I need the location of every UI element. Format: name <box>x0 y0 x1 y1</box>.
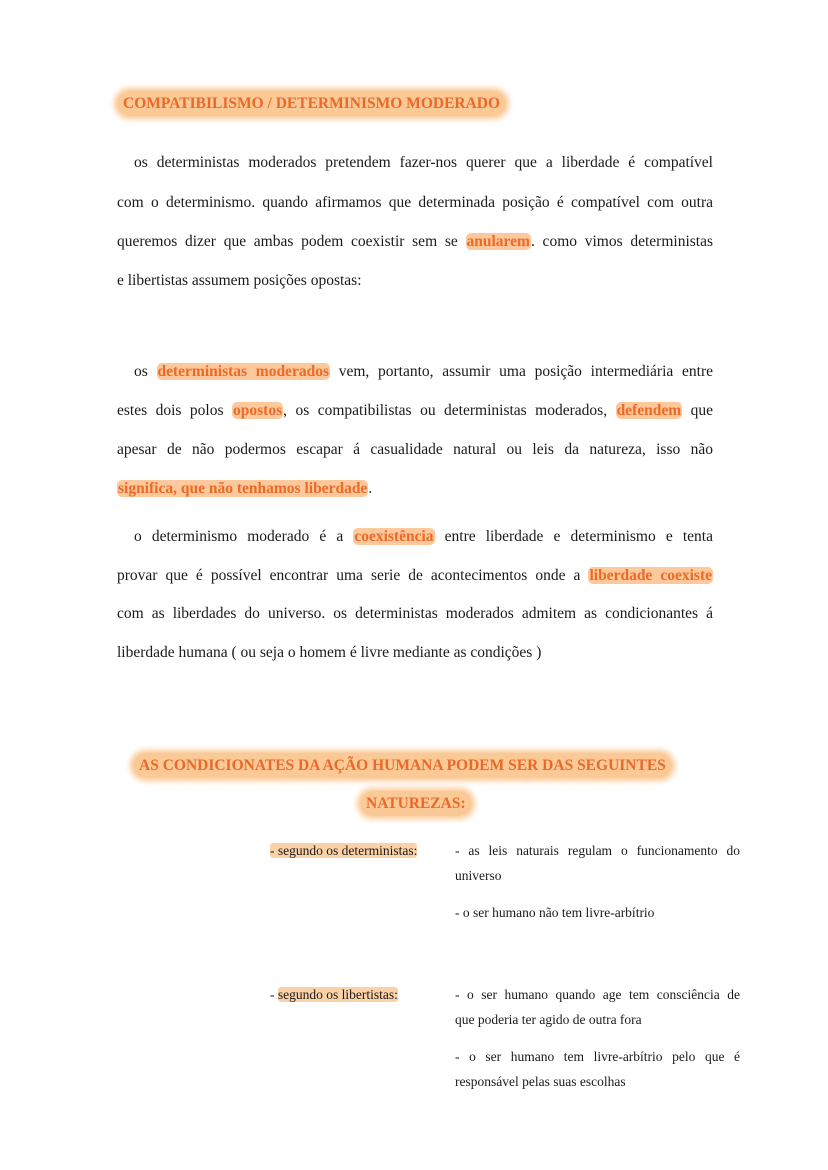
text-segment: liberdade humana ( ou seja o homem é livre mediante as condições ) <box>117 644 542 661</box>
text-segment: entre liberdade e determinismo e tenta <box>434 528 713 545</box>
paragraph-3-line <box>117 527 713 547</box>
highlighted-term: opostos <box>233 402 283 419</box>
text-segment: os deterministas moderados pretendem fazer-nos querer que a liberdade é compatível <box>134 154 713 171</box>
section-heading-compatibilismo: COMPATIBILISMO / DETERMINISMO MODERADO <box>117 95 506 113</box>
paragraph-1-line <box>117 232 713 252</box>
text-segment: com as liberdades do universo. os deterministas moderados admitem as condicionantes á <box>117 605 713 622</box>
highlighted-term: liberdade coexiste <box>589 567 712 584</box>
text-segment: . como vimos deterministas <box>530 233 713 250</box>
text-segment: , os compatibilistas ou deterministas moderados, <box>283 402 616 419</box>
list-item: - o ser humano não tem livre-arbítrio <box>455 905 655 920</box>
paragraph-2-line <box>117 362 713 382</box>
text-segment: . <box>368 480 373 497</box>
text-segment: os <box>134 363 157 380</box>
text-segment: com o determinismo. quando afirmamos que determinada posição é compatível com outra <box>117 194 713 211</box>
text-segment: apesar de não podermos escapar á casualidade natural ou leis da natureza, isso não <box>117 441 713 458</box>
text-segment: estes dois polos <box>117 402 233 419</box>
list-item: - as leis naturais regulam o funcionamento do <box>455 843 740 858</box>
paragraph-2-line <box>117 440 713 460</box>
list-item-cont: que poderia ter agido de outra fora <box>455 1012 642 1027</box>
highlighted-term: defendem <box>616 402 682 419</box>
highlighted-term: deterministas moderados <box>157 363 329 380</box>
paragraph-3-line <box>117 604 713 624</box>
list-item-cont: universo <box>455 868 502 883</box>
text-segment: o determinismo moderado é a <box>134 528 354 545</box>
section-heading-condicionantes: AS CONDICIONATES DA AÇÃO HUMANA PODEM SER DAS SEGUINTES <box>133 757 672 775</box>
paragraph-1-line <box>117 153 713 173</box>
highlighted-term: coexistência <box>354 528 434 545</box>
text-segment: e libertistas assumem posições opostas: <box>117 272 362 289</box>
text-segment: provar que é possível encontrar uma serie de acontecimentos onde a <box>117 567 589 584</box>
list-item-cont: responsável pelas suas escolhas <box>455 1074 626 1089</box>
text-segment: que <box>682 402 714 419</box>
paragraph-3-line <box>117 643 713 663</box>
section-heading-condicionantes-cont: NATUREZAS: <box>360 795 472 813</box>
list-item: - o ser humano tem livre-arbítrio pelo que é <box>455 1049 740 1064</box>
list-item: - o ser humano quando age tem consciência de <box>455 987 740 1002</box>
text-segment: vem, portanto, assumir uma posição intermediária entre <box>329 363 713 380</box>
paragraph-3-line <box>117 566 713 586</box>
label-deterministas: - segundo os deterministas: <box>270 843 418 858</box>
paragraph-2-line <box>117 479 713 499</box>
highlighted-term: significa, que não tenhamos liberdade <box>118 480 368 497</box>
paragraph-1-line <box>117 193 713 213</box>
highlighted-term: anularem <box>466 233 530 250</box>
label-libertistas: - segundo os libertistas: <box>270 987 398 1002</box>
paragraph-2-line <box>117 401 713 421</box>
paragraph-1-line <box>117 271 713 291</box>
text-segment: queremos dizer que ambas podem coexistir sem se <box>117 233 466 250</box>
